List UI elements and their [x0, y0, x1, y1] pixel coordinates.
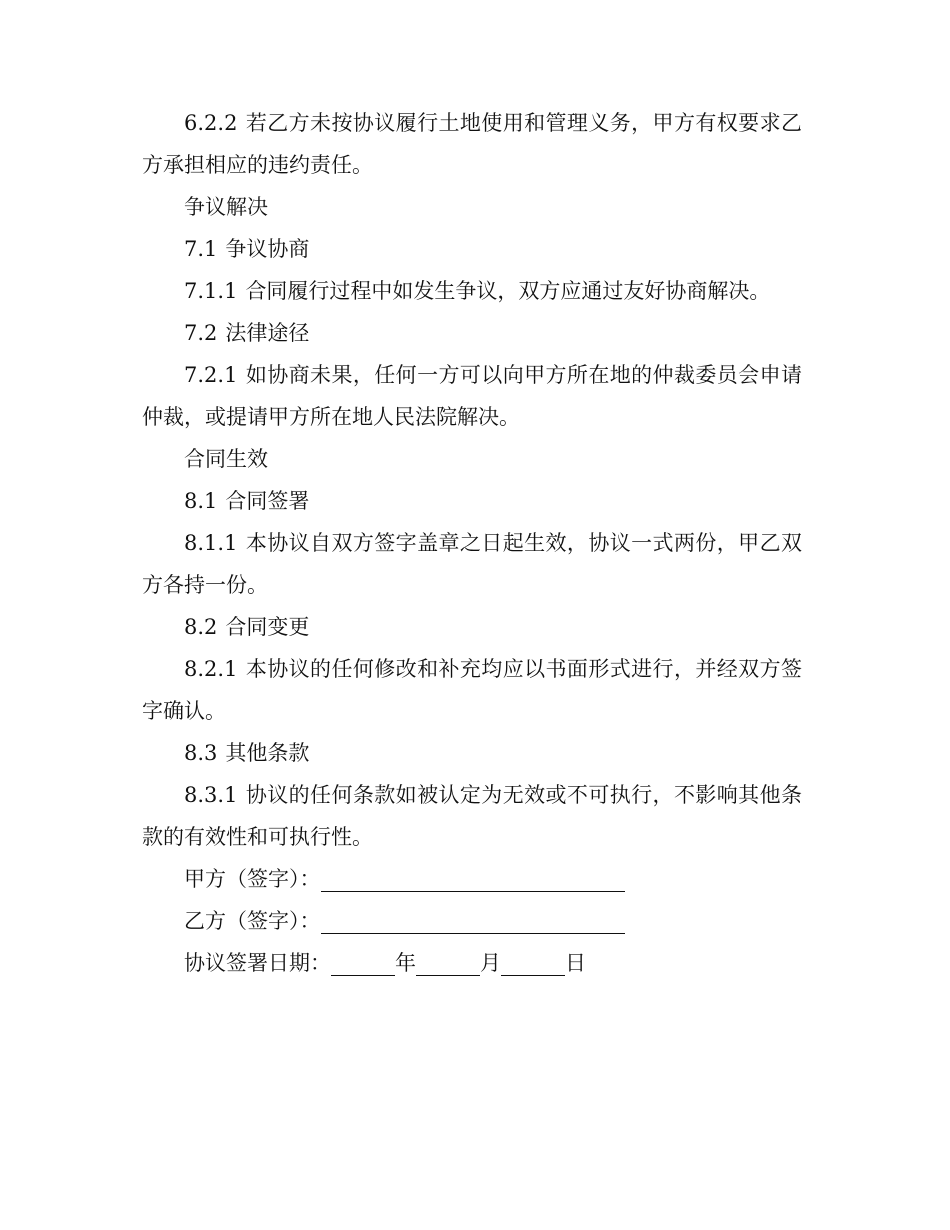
- party-b-signature-line: [142, 900, 802, 942]
- year-label: 年: [395, 951, 416, 975]
- clause-number: 7.1.1: [184, 279, 238, 303]
- clause-text: 合同履行过程中如发生争议，双方应通过友好协商解决。: [245, 279, 771, 303]
- party-a-signature-line: [142, 858, 802, 900]
- heading-text: 合同签署: [225, 489, 310, 513]
- section-title-dispute-resolution: 争议解决: [184, 195, 268, 219]
- section-title-contract-effectiveness: 合同生效: [184, 447, 268, 471]
- party-a-signature-field[interactable]: [321, 863, 625, 892]
- heading-text: 其他条款: [225, 741, 310, 765]
- clause-7-2-1: [142, 354, 802, 438]
- clause-text: 本协议自双方签字盖章之日起生效，协议一式两份，甲乙双方各持一份。: [142, 531, 802, 597]
- heading-7-1: [142, 228, 802, 270]
- heading-8-1: [142, 480, 802, 522]
- heading-text: 合同变更: [225, 615, 310, 639]
- party-b-label: 乙方（签字）：: [184, 909, 321, 933]
- clause-8-2-1: [142, 648, 802, 732]
- heading-7-2: [142, 312, 802, 354]
- heading-text: 争议协商: [225, 237, 310, 261]
- clause-text: 协议的任何条款如被认定为无效或不可执行，不影响其他条款的有效性和可执行性。: [142, 783, 802, 849]
- clause-number: 6.2.2: [184, 111, 238, 135]
- party-a-label: 甲方（签字）：: [184, 867, 321, 891]
- day-field[interactable]: [501, 947, 565, 976]
- clause-7-1-1: [142, 270, 802, 312]
- heading-number: 7.2: [184, 321, 218, 345]
- heading-text: 法律途径: [225, 321, 310, 345]
- month-field[interactable]: [416, 947, 480, 976]
- date-label: 协议签署日期：: [184, 951, 331, 975]
- clause-number: 8.3.1: [184, 783, 238, 807]
- day-label: 日: [565, 951, 586, 975]
- year-field[interactable]: [331, 947, 395, 976]
- month-label: 月: [480, 951, 501, 975]
- heading-number: 8.1: [184, 489, 218, 513]
- clause-text: 本协议的任何修改和补充均应以书面形式进行，并经双方签字确认。: [142, 657, 802, 723]
- clause-text: 若乙方未按协议履行土地使用和管理义务，甲方有权要求乙方承担相应的违约责任。: [142, 111, 802, 177]
- heading-number: 8.3: [184, 741, 218, 765]
- clause-6-2-2: [142, 102, 802, 186]
- clause-number: 7.2.1: [184, 363, 238, 387]
- heading-8-3: [142, 732, 802, 774]
- heading-number: 7.1: [184, 237, 218, 261]
- clause-text: 如协商未果，任何一方可以向甲方所在地的仲裁委员会申请仲裁，或提请甲方所在地人民法院解决。: [142, 363, 802, 429]
- heading-number: 8.2: [184, 615, 218, 639]
- clause-number: 8.2.1: [184, 657, 238, 681]
- party-b-signature-field[interactable]: [321, 905, 625, 934]
- document-body: [142, 102, 802, 984]
- clause-8-3-1: [142, 774, 802, 858]
- clause-number: 8.1.1: [184, 531, 238, 555]
- heading-8-2: [142, 606, 802, 648]
- clause-8-1-1: [142, 522, 802, 606]
- signing-date-line: [142, 942, 802, 984]
